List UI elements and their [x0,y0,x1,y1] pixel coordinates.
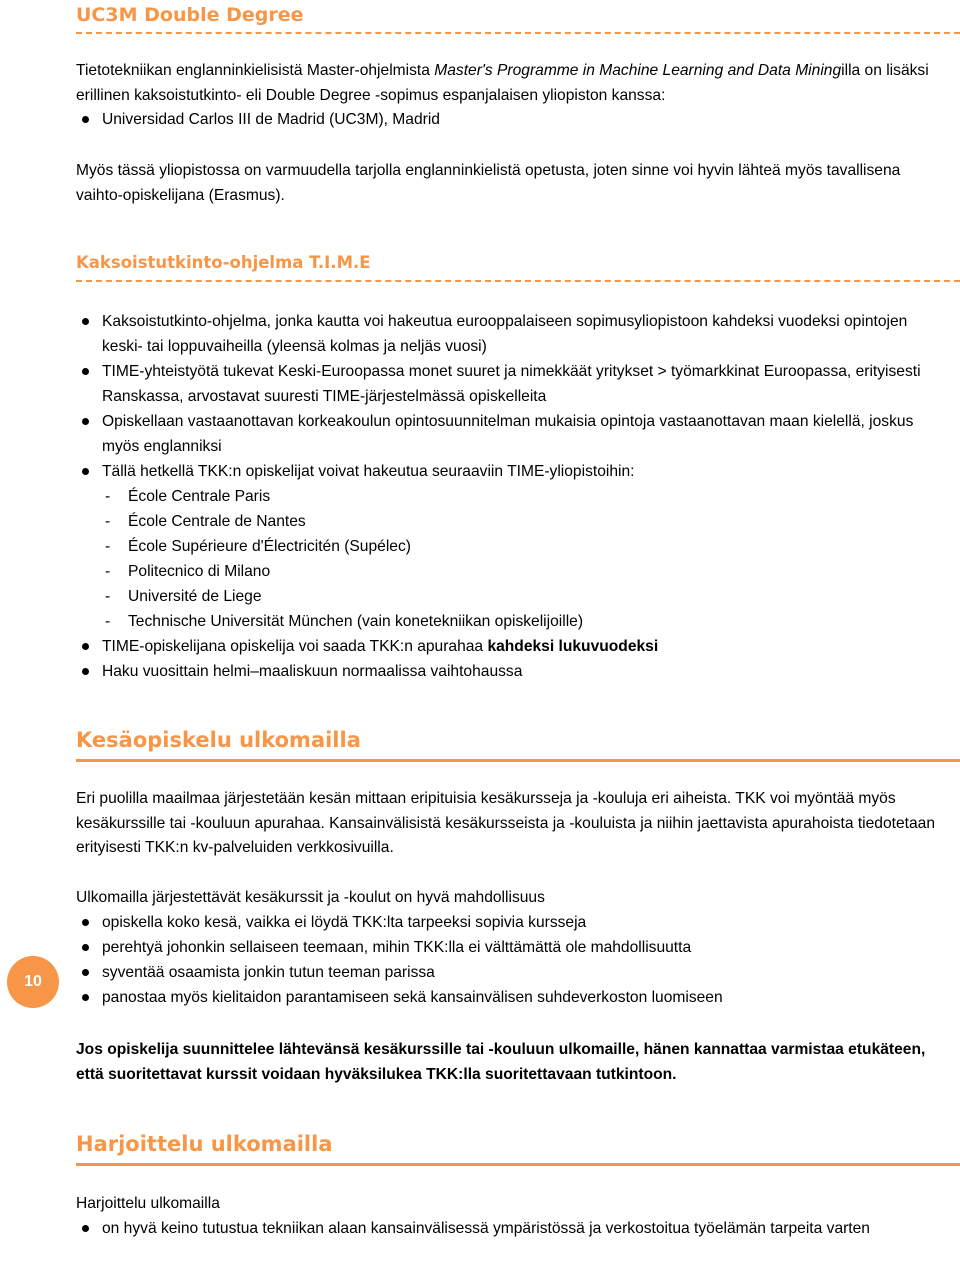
time-list [76,309,948,684]
university-item: - Technische Universität München (vain konetekniikan opiskelijoille) [105,613,584,630]
bullet-icon [82,643,89,650]
section-divider [76,1163,960,1166]
university-item: - École Centrale Paris [105,488,271,505]
uc3m-list [76,107,948,132]
university-item: - Université de Liege [105,588,262,605]
summer-list-intro: Ulkomailla järjestettävät kesäkurssit ja -koulut on hyvä mahdollisuus [76,889,545,906]
university-item: - Politecnico di Milano [105,563,271,580]
list-item: TIME-opiskelijana opiskelija voi saada TKK:n apurahaa kahdeksi lukuvuodeksi [76,634,948,659]
internship-intro: Harjoittelu ulkomailla [76,1195,220,1212]
bullet-icon [82,1225,89,1232]
bullet-icon [82,116,89,123]
bullet-icon [82,944,89,951]
section-title-internship: Harjoittelu ulkomailla [76,1132,333,1156]
paragraph-uc3m-intro: Tietotekniikan englanninkielisistä Master-ohjelmista Master's Programme in Machine Learning and Data Miningilla on lisäksi erillinen kaksoistutkinto- eli Double Degree -sopimus espanjalaisen yliopiston kanssa: [76,62,929,104]
summer-note: Jos opiskelija suunnittelee lähtevänsä kesäkurssille tai -kouluun ulkomaille, hänen kannattaa varmistaa etukäteen, että suoritettavat kurssit voidaan hyväksilukea TKK:lla suoritettavaan tutkintoon. [76,1041,926,1083]
list-item: on hyvä keino tutustua tekniikan alaan kansainvälisessä ympäristössä ja verkostoitua työelämän tarpeita varten [76,1216,948,1241]
list-item: panostaa myös kielitaidon parantamiseen sekä kansainvälisen suhdeverkoston luomiseen [76,985,948,1010]
university-item: - École Centrale de Nantes [105,513,306,530]
bullet-icon [82,318,89,325]
bullet-icon [82,418,89,425]
list-item: syventää osaamista jonkin tutun teeman parissa [76,960,948,985]
bullet-icon [82,994,89,1001]
university-list [102,484,948,634]
list-item: perehtyä johonkin sellaiseen teemaan, mihin TKK:lla ei välttämättä ole mahdollisuutta [76,935,948,960]
bullet-icon [82,468,89,475]
bullet-icon [82,919,89,926]
section-divider [76,32,960,34]
list-item: TIME-yhteistyötä tukevat Keski-Euroopassa monet suuret ja nimekkäät yritykset > työmarkkinat Euroopassa, erityisesti Ranskassa, arvostavat suuresti TIME-järjestelmässä opiskelleita [76,359,948,409]
paragraph-summer: Eri puolilla maailmaa järjestetään kesän mittaan eripituisia kesäkursseja ja -kouluja eri aiheista. TKK voi myöntää myös kesäkurssille tai -kouluun apurahaa. Kansainvälisistä kesäkursseista ja -kouluista ja niihin jaettavista apurahoista tiedotetaan erityisesti TKK:n kv-palveluiden verkkosivuilla. [76,790,936,857]
summer-list [76,910,948,1010]
internship-list [76,1216,948,1241]
bullet-icon [82,969,89,976]
list-item: Tällä hetkellä TKK:n opiskelijat voivat hakeutua seuraaviin TIME-yliopistoihin: - École Centrale Paris - École Centrale de Nantes - École Supérieure d'Électricitén (Supélec) - Politecnico di Milano - Université de Liege - Technische Universität München (vain konetekniikan opiskelijoille) [76,459,948,634]
university-item: - École Supérieure d'Électricitén (Supélec) [105,538,411,555]
list-item: Kaksoistutkinto-ohjelma, jonka kautta voi hakeutua eurooppalaiseen sopimusyliopistoon kahdeksi vuodeksi opintojen keski- tai loppuvaiheilla (yleensä kolmas ja neljäs vuosi) [76,309,948,359]
page-number-badge: 10 [7,956,59,1008]
section-title-summer: Kesäopiskelu ulkomailla [76,728,361,752]
bullet-icon [82,668,89,675]
section-title-uc3m: UC3M Double Degree [76,4,304,26]
section-divider [76,759,960,762]
section-title-time: Kaksoistutkinto-ohjelma T.I.M.E [76,253,371,272]
section-divider [76,280,960,282]
list-item: Haku vuosittain helmi–maaliskuun normaalissa vaihtohaussa [76,659,948,684]
list-item: Universidad Carlos III de Madrid (UC3M), Madrid [76,107,948,132]
bullet-icon [82,368,89,375]
list-item: opiskella koko kesä, vaikka ei löydä TKK:lta tarpeeksi sopivia kursseja [76,910,948,935]
paragraph-uc3m: Myös tässä yliopistossa on varmuudella tarjolla englanninkielistä opetusta, joten sinne voi hyvin lähteä myös tavallisena vaihto-opiskelijana (Erasmus). [76,162,901,204]
list-item: Opiskellaan vastaanottavan korkeakoulun opintosuunnitelman mukaisia opintoja vastaanottavan maan kielellä, joskus myös englanniksi [76,409,948,459]
